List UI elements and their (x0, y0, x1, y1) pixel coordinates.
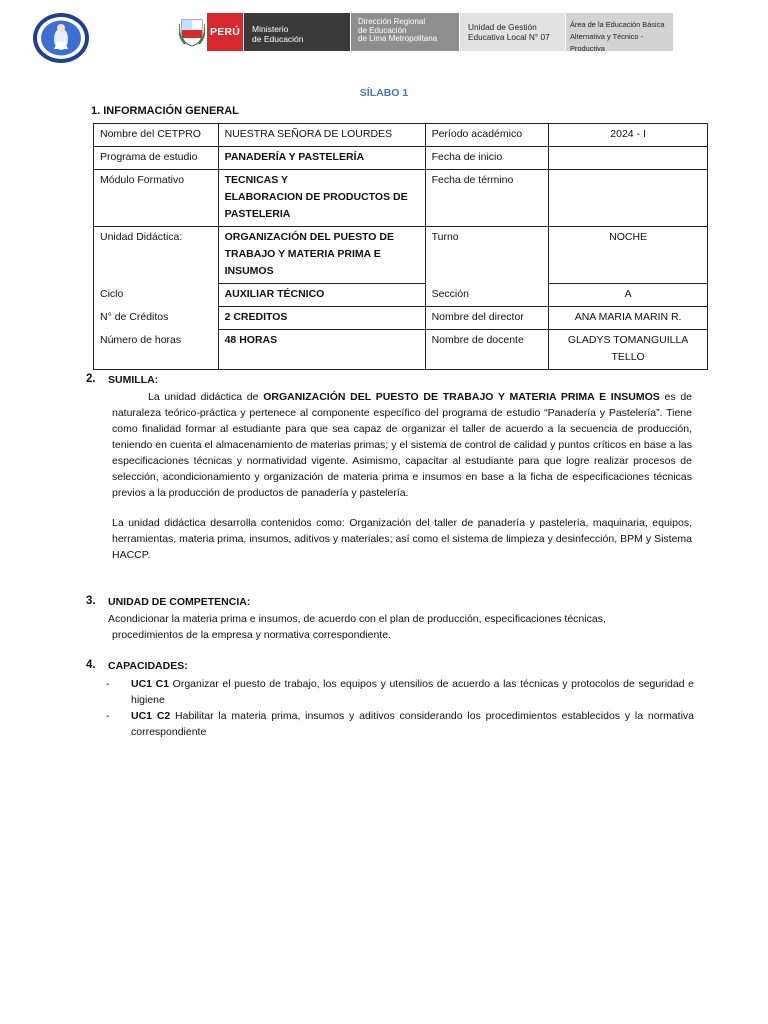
cell-label: Número de horas (94, 330, 219, 370)
ministry-line-2: de Educación (252, 34, 304, 44)
list-item (106, 676, 694, 708)
cell-value-line: TELLO (611, 351, 645, 363)
capacity-description: Organizar el puesto de trabajo, los equipos y utensilios de acuerdo a las técnicas y protocolos de seguridad e higiene (131, 678, 694, 706)
cell-label: Fecha de término (425, 170, 549, 227)
cell-label: Período académico (425, 124, 549, 147)
sumilla-paragraph-1 (112, 389, 692, 501)
peru-label: PERÚ (207, 13, 243, 51)
table-row (94, 170, 708, 227)
cell-label: Programa de estudio (94, 147, 219, 170)
cell-value-line: TECNICAS Y (224, 174, 288, 186)
sumilla-paragraph-2: La unidad didáctica desarrolla contenidos como: Organización del taller de panadería y pastelería, maquinaria, equipos, herramientas, materia prima, insumos, aditivos y materiales; así como el sistema de limpieza y desinfección, BPM y Sistema HACCP. (112, 517, 692, 561)
cell-value (218, 227, 425, 284)
table-row (94, 307, 708, 330)
cell-label: Nombre de docente (425, 330, 549, 370)
cell-label: Unidad Didáctica: (94, 227, 219, 284)
section-1-heading: 1. INFORMACIÓN GENERAL (91, 105, 239, 117)
area-label (566, 13, 673, 51)
section-3-number: 3. (86, 595, 96, 607)
list-item (106, 708, 694, 740)
cell-value-line: ORGANIZACIÓN DEL PUESTO DE (224, 231, 394, 243)
cell-value: ANA MARIA MARIN R. (549, 307, 708, 330)
cell-label: Nombre del director (425, 307, 549, 330)
table-row (94, 284, 708, 307)
capacity-description: Habilitar la materia prima, insumos y aditivos considerando los procedimientos establecidos y la normativa correspondiente (131, 710, 694, 738)
competency-line-1: Acondicionar la materia prima e insumos, de acuerdo con el plan de producción, especificaciones técnicas, (108, 613, 606, 625)
capacity-text (131, 708, 694, 740)
table-row (94, 227, 708, 284)
section-3-heading: UNIDAD DE COMPETENCIA: (108, 596, 251, 608)
dre-line-2: de Educación (358, 25, 407, 35)
sumilla-text: es de naturaleza teórico-práctica y pertenece al componente específico del programa de estudio “Panadería y Pastelería”. Tiene como finalidad formar al estudiante para que sea capaz de organizar el taller de acuerdo a la secuencia de producción, teniendo en cuenta el almacenamiento de materias primas; y el sistema de control de calidad y puntos críticos en base a las especificaciones técnicas y normatividad vigente. Asimismo, capacitar al estudiante para que logre realizar procesos de selección, acondicionamiento y organización de materia prima e insumos en base a la ficha de especificaciones técnicas previos a la producción de productos de panadería y pastelería. (112, 391, 693, 499)
cell-value: NOCHE (549, 227, 708, 284)
list-bullet: - (106, 678, 110, 690)
dre-line-3: de Lima Metropolitana (358, 34, 438, 44)
document-title: SÍLABO 1 (359, 87, 409, 99)
cell-value (218, 170, 425, 227)
cell-label: Sección (425, 284, 549, 307)
cell-value: NUESTRA SEÑORA DE LOURDES (218, 124, 425, 147)
table-row (94, 330, 708, 370)
cell-value: A (549, 284, 708, 307)
section-2-heading: SUMILLA: (108, 374, 159, 386)
cell-value-line: ELABORACION DE PRODUCTOS DE (224, 191, 408, 203)
cell-value-line: PASTELERIA (224, 208, 291, 220)
table-row (94, 124, 708, 147)
ministry-line-1: Ministerio (252, 24, 289, 34)
cell-label: Fecha de inicio (425, 147, 549, 170)
ugel-label (460, 13, 565, 51)
cell-value: PANADERÍA Y PASTELERÍA (218, 147, 425, 170)
ugel-line-1: Unidad de Gestión (468, 22, 537, 32)
table-row (94, 147, 708, 170)
cell-label: Turno (425, 227, 549, 284)
dre-line-1: Dirección Regional (358, 17, 426, 26)
ugel-line-2: Educativa Local N° 07 (468, 31, 550, 42)
cell-value: AUXILIAR TÉCNICO (218, 284, 425, 307)
section-4-number: 4. (86, 659, 96, 671)
list-bullet: - (106, 710, 110, 722)
cell-label: Ciclo (94, 284, 219, 307)
cell-label: Módulo Formativo (94, 170, 219, 227)
cell-label: Nombre del CETPRO (94, 124, 219, 147)
cell-value (549, 330, 708, 370)
capacity-text (131, 676, 694, 708)
area-line-1: Área de la Educación Básica (570, 20, 665, 29)
section-4-heading: CAPACIDADES: (108, 660, 188, 672)
cell-value-line: INSUMOS (224, 265, 274, 277)
cell-value: 2 CREDITOS (218, 307, 425, 330)
cetpro-seal-logo (32, 12, 90, 64)
sumilla-text: La unidad didáctica de (148, 391, 264, 403)
cell-value-line: TRABAJO Y MATERIA PRIMA E (224, 248, 381, 260)
ministry-of-education-label (244, 13, 350, 51)
cell-value (549, 147, 708, 170)
cell-value: 48 HORAS (218, 330, 425, 370)
cell-value: 2024 - I (549, 124, 708, 147)
competency-line-2: procedimientos de la empresa y normativa correspondiente. (112, 629, 391, 641)
area-line-2: Alternativa y Técnico - Productiva (570, 32, 643, 53)
regional-direction-label (351, 13, 459, 51)
cell-value-line: GLADYS TOMANGUILLA (567, 334, 689, 346)
capacity-code: UC1 C1 (131, 678, 170, 690)
cell-value (549, 170, 708, 227)
ministry-logo-strip (177, 13, 673, 51)
sumilla-bold-text: ORGANIZACIÓN DEL PUESTO DE TRABAJO Y MATERIA PRIMA E INSUMOS (263, 391, 660, 403)
capacity-code: UC1 C2 (131, 710, 171, 722)
cell-label: N° de Créditos (94, 307, 219, 330)
general-info-table (93, 123, 708, 370)
section-2-number: 2. (86, 373, 96, 385)
peru-coat-of-arms-icon (177, 13, 207, 51)
